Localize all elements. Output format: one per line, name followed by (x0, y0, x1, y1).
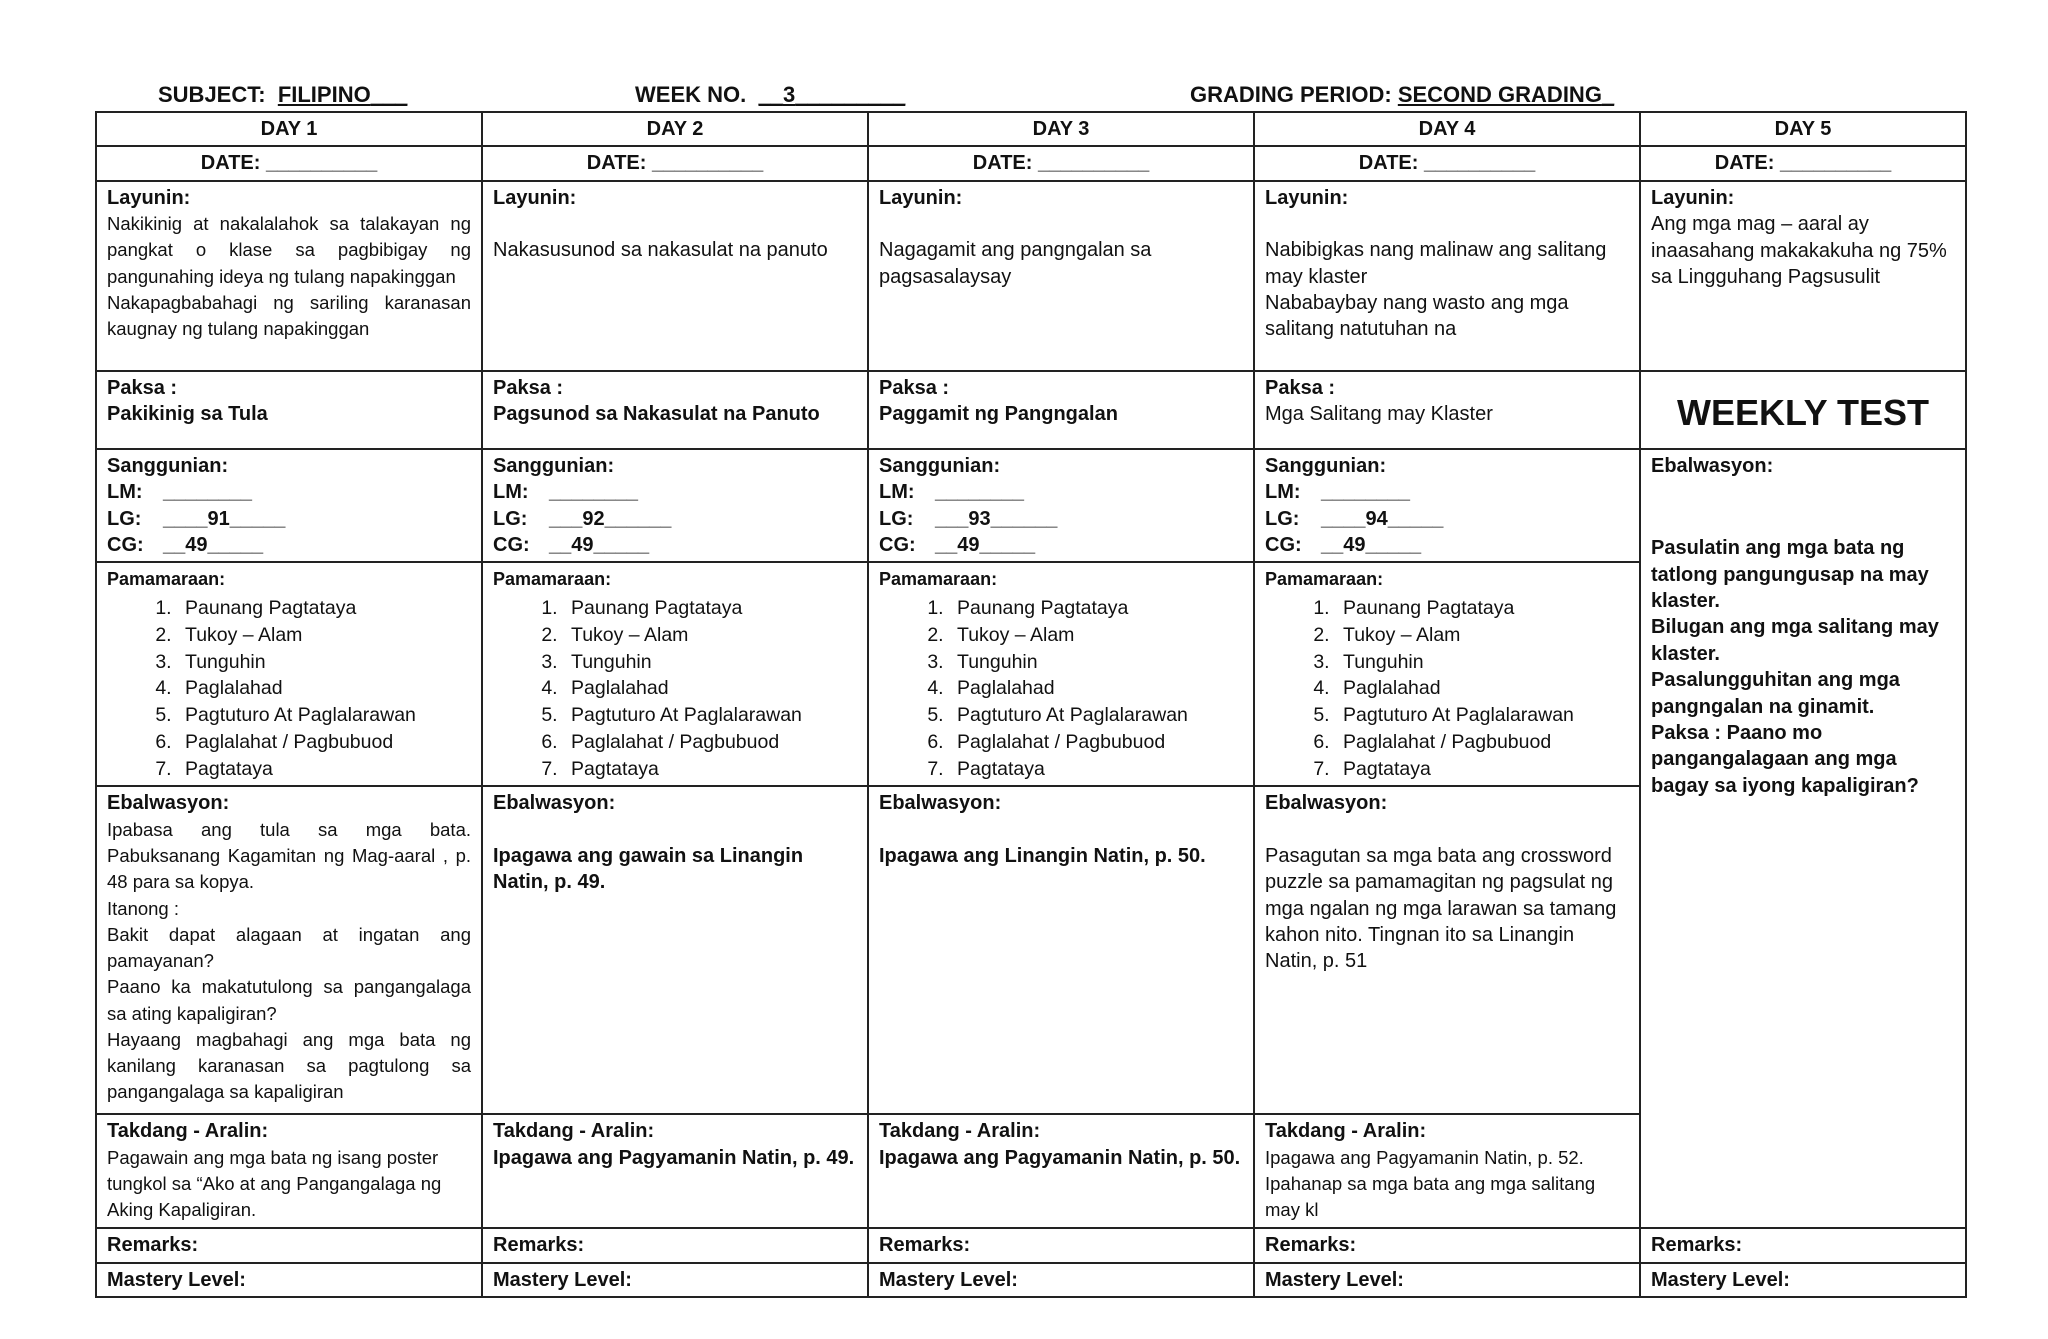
weekly-test-title: WEEKLY TEST (1676, 391, 1930, 433)
paksa-label: Paksa : (1265, 376, 1336, 399)
pamamaraan-label: Pamamaraan: (493, 569, 612, 590)
pamamaraan-steps (107, 595, 471, 782)
takdang-label: Takdang - Aralin: (493, 1120, 655, 1143)
layunin-label: Layunin: (1265, 186, 1349, 209)
step-item: 6. Paglalahat / Pagbubuod (563, 729, 857, 756)
day-4-pamamaraan (1254, 562, 1640, 786)
grading-value: SECOND GRADING_ (1397, 82, 1615, 107)
layunin-label: Layunin: (1651, 186, 1735, 209)
ebalwasyon-item: Pasulatin ang mga bata ng tatlong pangungusap na may klaster. (1651, 537, 1929, 612)
layunin-text: Nakikinig at nakalalahok sa talakayan ng pangkat o klase sa pagbibigay ng pangunahing ideya ng tulang napakinggan (107, 213, 471, 287)
day-4-takdang-aralin (1254, 1114, 1640, 1228)
day-3-sanggunian: Sanggunian: LM: ________ LG: ___93______ CG: __49_____ (868, 449, 1254, 563)
ebalwasyon-text: Bakit dapat alagaan at ingatan ang pamayanan? (107, 923, 471, 972)
day-2-takdang-aralin (482, 1114, 868, 1228)
ebalwasyon-label: Ebalwasyon: (493, 792, 616, 815)
day-header-row (96, 112, 1966, 146)
subject-label: SUBJECT: (158, 82, 266, 107)
pamamaraan-label: Pamamaraan: (879, 569, 998, 590)
pamamaraan-label: Pamamaraan: (1265, 569, 1384, 590)
day-3-date: DATE: __________ (868, 146, 1254, 180)
step-item: 1. Paunang Pagtataya (177, 595, 471, 622)
paksa-text: Mga Salitang may Klaster (1265, 403, 1493, 426)
pamamaraan-steps (879, 595, 1243, 782)
ebalwasyon-item: Bilugan ang mga salitang may klaster. (1651, 616, 1939, 665)
day-4-date: DATE: __________ (1254, 146, 1640, 180)
day-1-paksa (96, 371, 482, 449)
sanggunian-label: Sanggunian: (107, 454, 229, 477)
step-item: 3. Tunguhin (177, 649, 471, 676)
layunin-label: Layunin: (879, 186, 963, 209)
step-item: 7. Pagtataya (177, 756, 471, 783)
paksa-row (96, 371, 1966, 449)
layunin-text: Nakapagbabahagi ng sariling karanasan kaugnay ng tulang napakinggan (107, 291, 471, 340)
step-item: 6. Paglalahat / Pagbubuod (1335, 729, 1629, 756)
layunin-text: Nagagamit ang pangngalan sa pagsasalaysay (879, 239, 1152, 288)
ebalwasyon-label: Ebalwasyon: (879, 792, 1002, 815)
ebalwasyon-label: Ebalwasyon: (107, 792, 230, 815)
ebalwasyon-text: Pasagutan sa mga bata ang crossword puzzle sa pamamagitan ng pagsulat ng mga ngalan ng mga larawan sa tamang kahon nito. Tingnan ito sa Linangin (1265, 844, 1617, 946)
sanggunian-label: Sanggunian: (493, 454, 615, 477)
day-1-takdang-aralin (96, 1114, 482, 1228)
layunin-label: Layunin: (107, 186, 191, 209)
day-5-ebalwasyon (1640, 449, 1966, 1229)
step-item: 4. Paglalahad (949, 675, 1243, 702)
step-item: 2. Tukoy – Alam (177, 622, 471, 649)
step-item: 5. Pagtuturo At Paglalarawan (177, 702, 471, 729)
layunin-row (96, 181, 1966, 371)
day-2-sanggunian: Sanggunian: LM: ________ LG: ___92______ CG: __49_____ (482, 449, 868, 563)
day-3-takdang-aralin (868, 1114, 1254, 1228)
layunin-text: Nakasusunod sa nakasulat na panuto (493, 239, 828, 262)
day-2-header: DAY 2 (482, 112, 868, 146)
weekly-lesson-plan-table (95, 111, 1967, 1298)
day-1-date: DATE: __________ (96, 146, 482, 180)
day-2-mastery-level: Mastery Level: (482, 1263, 868, 1297)
day-3-paksa (868, 371, 1254, 449)
ebalwasyon-item: Pasalungguhitan ang mga pangngalan na ginamit. (1651, 669, 1900, 718)
step-item: 6. Paglalahat / Pagbubuod (949, 729, 1243, 756)
day-5-mastery-level: Mastery Level: (1640, 1263, 1966, 1297)
day-5-header: DAY 5 (1640, 112, 1966, 146)
day-2-layunin (482, 181, 868, 371)
takdang-text: Ipahanap sa mga bata ang mga salitang may kl (1265, 1173, 1596, 1221)
ebalwasyon-text: Ipagawa ang gawain sa Linangin Natin, p. 49. (493, 844, 804, 894)
grading-label: GRADING PERIOD: (1190, 82, 1392, 107)
pamamaraan-steps (1265, 595, 1629, 782)
remarks-row (96, 1228, 1966, 1262)
week-label: WEEK NO. (635, 82, 747, 107)
date-row (96, 146, 1966, 180)
step-item: 1. Paunang Pagtataya (949, 595, 1243, 622)
subject-value: FILIPINO___ (277, 82, 408, 107)
day-4-header: DAY 4 (1254, 112, 1640, 146)
step-item: 6. Paglalahat / Pagbubuod (177, 729, 471, 756)
day-5-layunin (1640, 181, 1966, 371)
day-1-ebalwasyon (96, 786, 482, 1114)
paksa-text: Paggamit ng Pangngalan (879, 403, 1118, 426)
day-3-ebalwasyon (868, 786, 1254, 1114)
day-2-date: DATE: __________ (482, 146, 868, 180)
day-4-layunin (1254, 181, 1640, 371)
day-3-header: DAY 3 (868, 112, 1254, 146)
day-4-sanggunian: Sanggunian: LM: ________ LG: ____94_____ CG: __49_____ (1254, 449, 1640, 563)
day-5-remarks: Remarks: (1640, 1228, 1966, 1262)
day-4-mastery-level: Mastery Level: (1254, 1263, 1640, 1297)
sanggunian-label: Sanggunian: (1265, 454, 1387, 477)
day-5-weekly-test (1640, 371, 1966, 449)
ebalwasyon-text: Ipabasa ang tula sa mga bata. Pabuksanang Kagamitan ng Mag-aaral , p. 48 para sa kopya. (107, 818, 471, 893)
step-item: 5. Pagtuturo At Paglalarawan (1335, 702, 1629, 729)
day-4-remarks: Remarks: (1254, 1228, 1640, 1262)
week-field (635, 82, 905, 108)
layunin-text: Ang mga mag – aaral ay inaasahang makakakuha ng 75% sa Lingguhang Pagsusulit (1651, 213, 1947, 288)
subject-field (158, 82, 407, 108)
ebalwasyon-text: Paano ka makatutulong sa pangangalaga sa ating kapaligiran? (107, 976, 471, 1024)
layunin-text: Nabibigkas nang malinaw ang salitang may klaster (1265, 239, 1607, 288)
day-4-paksa (1254, 371, 1640, 449)
week-value: __3_________ (758, 82, 906, 107)
day-4-ebalwasyon (1254, 786, 1640, 1114)
day-3-pamamaraan (868, 562, 1254, 786)
layunin-label: Layunin: (493, 186, 577, 209)
mastery-level-row (96, 1263, 1966, 1297)
day-1-sanggunian: Sanggunian: LM: ________ LG: ____91_____ CG: __49_____ (96, 449, 482, 563)
step-item: 3. Tunguhin (563, 649, 857, 676)
takdang-label: Takdang - Aralin: (879, 1120, 1041, 1143)
sanggunian-row (96, 449, 1966, 563)
step-item: 4. Paglalahad (563, 675, 857, 702)
day-3-remarks: Remarks: (868, 1228, 1254, 1262)
day-1-mastery-level: Mastery Level: (96, 1263, 482, 1297)
step-item: 7. Pagtataya (563, 756, 857, 783)
day-2-remarks: Remarks: (482, 1228, 868, 1262)
ebalwasyon-label: Ebalwasyon: (1265, 792, 1388, 815)
takdang-text: Ipagawa ang Pagyamanin Natin, p. 52. (1265, 1146, 1584, 1168)
paksa-text: Pagsunod sa Nakasulat na Panuto (493, 403, 820, 426)
day-2-paksa (482, 371, 868, 449)
day-1-header: DAY 1 (96, 112, 482, 146)
ebalwasyon-text: Hayaang magbahagi ang mga bata ng kanilang karanasan sa pagtulong sa pangangalaga sa kapaligiran (107, 1028, 471, 1103)
day-1-pamamaraan (96, 562, 482, 786)
day-2-ebalwasyon (482, 786, 868, 1114)
step-item: 2. Tukoy – Alam (563, 622, 857, 649)
step-item: 1. Paunang Pagtataya (1335, 595, 1629, 622)
pamamaraan-label: Pamamaraan: (107, 569, 226, 590)
lesson-plan-header (95, 80, 1975, 110)
step-item: 7. Pagtataya (1335, 756, 1629, 783)
step-item: 7. Pagtataya (949, 756, 1243, 783)
paksa-text: Pakikinig sa Tula (107, 403, 268, 426)
sanggunian-label: Sanggunian: (879, 454, 1001, 477)
takdang-text: Pagawain ang mga bata ng isang poster tungkol sa “Ako at ang Pangangalaga ng Aking Kapaligiran. (107, 1146, 442, 1221)
day-3-layunin (868, 181, 1254, 371)
ebalwasyon-label: Ebalwasyon: (1651, 454, 1774, 477)
step-item: 2. Tukoy – Alam (1335, 622, 1629, 649)
takdang-text: Ipagawa ang Pagyamanin Natin, p. 50. (879, 1146, 1241, 1169)
ebalwasyon-item: Paksa : Paano mo pangangalagaan ang mga bagay sa iyong kapaligiran? (1651, 721, 1919, 797)
ebalwasyon-text: Ipagawa ang Linangin Natin, p. 50. (879, 844, 1206, 867)
step-item: 5. Pagtuturo At Paglalarawan (949, 702, 1243, 729)
paksa-label: Paksa : (879, 376, 950, 399)
ebalwasyon-text: Natin, p. 51 (1265, 950, 1368, 973)
takdang-label: Takdang - Aralin: (107, 1120, 269, 1143)
takdang-text: Ipagawa ang Pagyamanin Natin, p. 49. (493, 1146, 855, 1169)
step-item: 4. Paglalahad (177, 675, 471, 702)
day-2-pamamaraan (482, 562, 868, 786)
day-3-mastery-level: Mastery Level: (868, 1263, 1254, 1297)
step-item: 2. Tukoy – Alam (949, 622, 1243, 649)
step-item: 3. Tunguhin (1335, 649, 1629, 676)
step-item: 4. Paglalahad (1335, 675, 1629, 702)
paksa-label: Paksa : (107, 376, 178, 399)
day-1-remarks: Remarks: (96, 1228, 482, 1262)
pamamaraan-steps (493, 595, 857, 782)
paksa-label: Paksa : (493, 376, 564, 399)
ebalwasyon-text: Itanong : (107, 897, 180, 919)
takdang-label: Takdang - Aralin: (1265, 1120, 1427, 1143)
layunin-text: Nababaybay nang wasto ang mga salitang natutuhan na (1265, 291, 1569, 341)
step-item: 3. Tunguhin (949, 649, 1243, 676)
step-item: 5. Pagtuturo At Paglalarawan (563, 702, 857, 729)
grading-field (1190, 82, 1614, 108)
step-item: 1. Paunang Pagtataya (563, 595, 857, 622)
day-5-date: DATE: __________ (1640, 146, 1966, 180)
day-1-layunin (96, 181, 482, 371)
